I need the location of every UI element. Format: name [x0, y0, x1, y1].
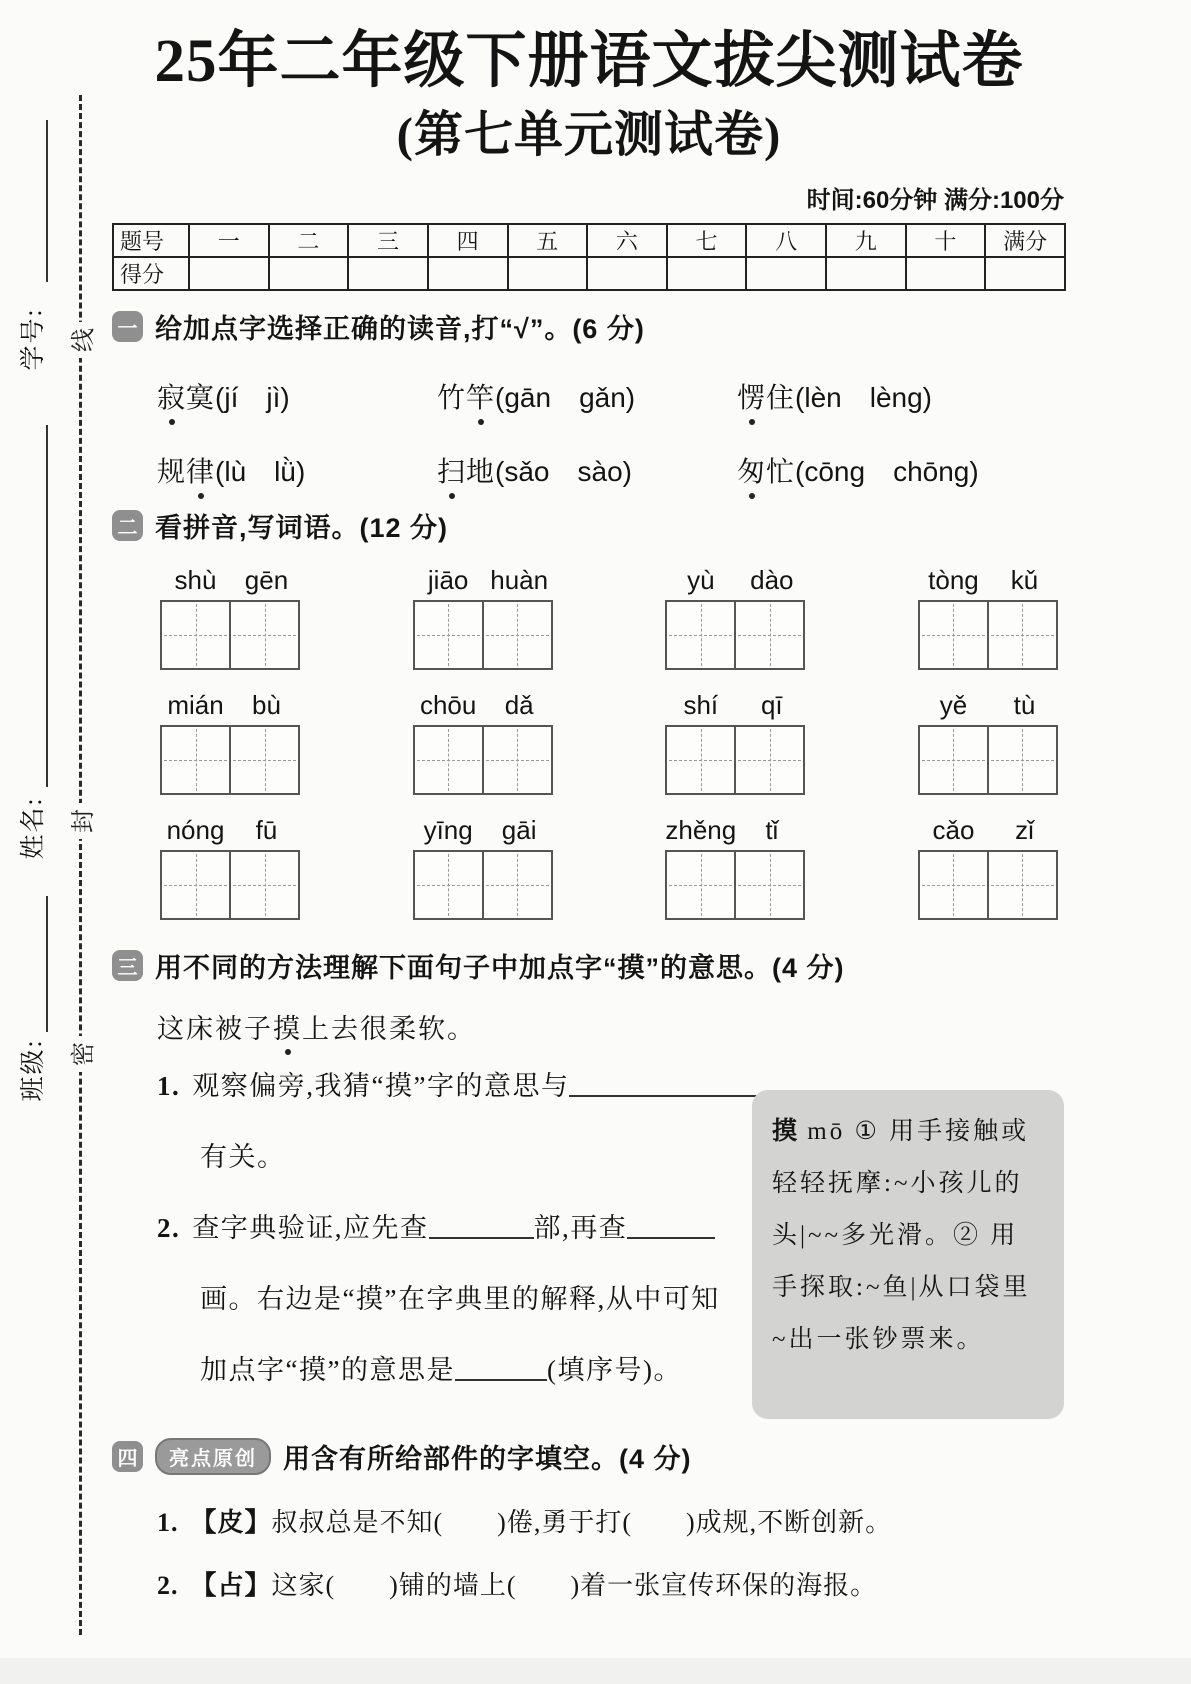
- section-1-title: 给加点字选择正确的读音,打“√”。(6 分): [155, 314, 645, 345]
- score-header-cell: 二: [269, 224, 349, 257]
- writing-cell: [160, 690, 302, 795]
- pinyin-options: (lèn lèng): [795, 382, 932, 414]
- score-cell-empty: [826, 257, 906, 290]
- dotted-character: 愣: [737, 383, 767, 415]
- pinyin-syllable: zǐ: [1015, 815, 1034, 846]
- score-cell-empty: [348, 257, 428, 290]
- character: 地: [466, 457, 496, 489]
- character: 忙: [766, 457, 796, 489]
- score-header-cell: 一: [189, 224, 269, 257]
- dotted-character: 匆: [737, 457, 767, 489]
- score-header-cell: 八: [746, 224, 826, 257]
- score-cell-empty: [428, 257, 508, 290]
- dictionary-text: mō ① 用手接触或: [798, 1118, 1030, 1146]
- section-3-title: 用不同的方法理解下面句子中加点字“摸”的意思。(4 分): [155, 953, 845, 984]
- question-line: [200, 1348, 752, 1387]
- writing-cell: [665, 565, 807, 670]
- question-text: 加点字“摸”的意思是: [200, 1355, 455, 1386]
- writing-cell: [665, 690, 807, 795]
- section-2-header: [112, 506, 1066, 545]
- pinyin-syllable: huàn: [490, 565, 549, 596]
- class-fill-line: [46, 896, 48, 1032]
- pinyin-syllable: nóng: [166, 815, 225, 846]
- pinyin-syllable: gāi: [501, 815, 537, 846]
- question-text: (填序号)。: [546, 1355, 682, 1386]
- student-id-label: 学号:: [20, 307, 47, 371]
- question-line: [157, 1206, 752, 1245]
- writing-cell: [918, 815, 1060, 920]
- character: 规: [157, 457, 187, 489]
- question-text: 观察偏旁,我猜“摸”字的意思与: [192, 1071, 570, 1102]
- score-header-cell: 题号: [113, 224, 189, 257]
- score-table: [112, 223, 1066, 291]
- pinyin-syllable: jiāo: [427, 565, 469, 596]
- name-label: 姓名:: [20, 796, 47, 860]
- question-text: 叔叔总是不知( )倦,勇于打( )成规,不断创新。: [271, 1508, 893, 1538]
- class-label: 班级:: [20, 1038, 47, 1102]
- seal-char-xian: 线: [62, 322, 98, 358]
- dotted-character: 摸: [273, 1014, 302, 1045]
- writing-grid-boxes: [413, 850, 553, 920]
- writing-row: [160, 565, 1060, 670]
- pinyin-syllable: tòng: [928, 565, 979, 596]
- writing-cell: [160, 565, 302, 670]
- pinyin-syllable: chōu: [419, 690, 477, 721]
- writing-cell: [413, 815, 555, 920]
- section-number-badge: 一: [112, 311, 143, 342]
- pinyin-choice-grid: [157, 376, 1066, 490]
- pinyin-syllable: cǎo: [932, 815, 975, 846]
- pinyin-options: (lù lǜ): [215, 456, 306, 488]
- dictionary-line: 手探取:~鱼|从口袋里: [772, 1274, 1031, 1302]
- pinyin-choice-item: [437, 376, 737, 416]
- writing-cell: [413, 565, 555, 670]
- writing-grid-boxes: [160, 725, 300, 795]
- pinyin-options: (cōng chōng): [795, 456, 979, 488]
- score-cell-empty: [667, 257, 747, 290]
- writing-cell: [160, 815, 302, 920]
- page-bottom-edge: [0, 1658, 1191, 1684]
- writing-cell: [918, 690, 1060, 795]
- pinyin-syllable: dào: [750, 565, 794, 596]
- question-number: 1.: [157, 1508, 179, 1538]
- section-3-header: [112, 946, 1066, 985]
- example-sentence: [157, 1007, 1066, 1046]
- pinyin-options: (gān gǎn): [495, 382, 636, 414]
- pinyin-syllable: zhěng: [665, 815, 737, 846]
- score-header-cell: 三: [348, 224, 428, 257]
- section-number-badge: 四: [112, 1441, 143, 1472]
- pinyin-syllable: bù: [252, 690, 281, 721]
- writing-grid-boxes: [918, 725, 1058, 795]
- question-line: [157, 1064, 752, 1103]
- fill-character-item: [157, 1565, 1066, 1602]
- time-score-info: 时间:60分钟 满分:100分: [806, 187, 1064, 215]
- section-4-title: 用含有所给部件的字填空。(4 分): [283, 1444, 692, 1475]
- score-header-cell: 九: [826, 224, 906, 257]
- pinyin-syllable: tǐ: [765, 815, 779, 846]
- score-table-header-row: [113, 224, 1065, 257]
- pinyin-syllable: qī: [760, 690, 783, 721]
- score-table-score-row: [113, 257, 1065, 290]
- question-number: 1.: [157, 1071, 181, 1102]
- pinyin-syllable: fū: [255, 815, 278, 846]
- question-number: 2.: [157, 1213, 181, 1244]
- sentence-text: 上去很柔软。: [302, 1014, 476, 1045]
- component-tag: 【皮】: [190, 1508, 272, 1538]
- seal-char-feng: 封: [62, 803, 98, 839]
- character: 住: [766, 383, 796, 415]
- score-header-cell: 五: [508, 224, 588, 257]
- score-cell-empty: [985, 257, 1065, 290]
- writing-grid-boxes: [413, 725, 553, 795]
- dotted-character: 寂: [157, 383, 187, 415]
- writing-row: [160, 815, 1060, 920]
- pinyin-options: (jí jì): [215, 382, 290, 414]
- pinyin-choice-item: [437, 450, 737, 490]
- fill-blank: [455, 1359, 547, 1381]
- score-cell-empty: [189, 257, 269, 290]
- score-header-cell: 满分: [985, 224, 1065, 257]
- section-3-questions: [112, 1064, 752, 1419]
- writing-row: [160, 690, 1060, 795]
- paper-subtitle: (第七单元测试卷): [396, 107, 782, 163]
- pinyin-options: (sǎo sào): [495, 456, 632, 488]
- question-text: 有关。: [200, 1142, 286, 1173]
- writing-grid-boxes: [413, 600, 553, 670]
- writing-grid-boxes: [918, 850, 1058, 920]
- writing-grid-boxes: [665, 850, 805, 920]
- writing-grid-boxes: [160, 850, 300, 920]
- writing-grid-boxes: [160, 600, 300, 670]
- question-text: 查字典验证,应先查: [192, 1213, 429, 1244]
- score-header-cell: 四: [428, 224, 508, 257]
- writing-cell: [413, 690, 555, 795]
- question-text: 这家( )铺的墙上( )着一张宣传环保的海报。: [271, 1571, 878, 1601]
- question-line: [200, 1135, 752, 1174]
- writing-grid-boxes: [918, 600, 1058, 670]
- dictionary-line: 头|~~多光滑。② 用: [772, 1222, 1019, 1250]
- writing-cell: [665, 815, 807, 920]
- score-cell-empty: [587, 257, 667, 290]
- question-line: [200, 1277, 752, 1316]
- student-id-fill-line: [46, 120, 48, 282]
- section-number-badge: 二: [112, 510, 143, 541]
- pinyin-choice-item: [737, 376, 1066, 416]
- section-number-badge: 三: [112, 950, 143, 981]
- pinyin-syllable: shù: [174, 565, 217, 596]
- pinyin-syllable: yù: [687, 565, 715, 596]
- sentence-text: 这床被子: [157, 1014, 273, 1045]
- paper-title: 25年二年级下册语文拔尖测试卷: [154, 28, 1024, 95]
- writing-grid-boxes: [665, 600, 805, 670]
- dotted-character: 律: [186, 457, 216, 489]
- score-row-label: 得分: [113, 257, 189, 290]
- section-4-header: [112, 1437, 1066, 1476]
- dictionary-entry-box: [752, 1090, 1064, 1419]
- score-cell-empty: [508, 257, 588, 290]
- pinyin-syllable: yīng: [423, 815, 473, 846]
- pinyin-syllable: shí: [683, 690, 719, 721]
- pinyin-choice-item: [737, 450, 1066, 490]
- fill-blank: [627, 1217, 715, 1239]
- score-cell-empty: [269, 257, 349, 290]
- section-3-body: [112, 1064, 1066, 1419]
- pinyin-syllable: yě: [939, 690, 968, 721]
- pinyin-choice-item: [157, 450, 437, 490]
- component-tag: 【占】: [190, 1571, 272, 1601]
- question-text: 部,再查: [533, 1213, 628, 1244]
- pinyin-syllable: mián: [167, 690, 224, 721]
- dotted-character: 竿: [466, 383, 496, 415]
- pinyin-syllable: dǎ: [504, 690, 534, 721]
- dictionary-line: 轻轻抚摩:~小孩儿的: [772, 1170, 1023, 1198]
- question-number: 2.: [157, 1571, 179, 1601]
- dotted-character: 扫: [437, 457, 467, 489]
- score-header-cell: 十: [906, 224, 986, 257]
- pinyin-syllable: tù: [1013, 690, 1036, 721]
- fill-character-item: [157, 1502, 1066, 1539]
- fill-blank: [429, 1217, 534, 1239]
- pinyin-syllable: kǔ: [1010, 565, 1039, 596]
- seal-char-mi: 密: [62, 1036, 98, 1072]
- score-header-cell: 七: [667, 224, 747, 257]
- original-highlight-badge: 亮点原创: [155, 1438, 271, 1475]
- name-fill-line: [46, 425, 48, 787]
- writing-cell: [918, 565, 1060, 670]
- question-text: 画。右边是“摸”在字典里的解释,从中可知: [200, 1284, 720, 1315]
- score-cell-empty: [746, 257, 826, 290]
- section-2-title: 看拼音,写词语。(12 分): [155, 513, 449, 544]
- score-header-cell: 六: [587, 224, 667, 257]
- dictionary-headword: 摸: [772, 1118, 799, 1146]
- section-1-header: [112, 307, 1066, 346]
- pinyin-choice-item: [157, 376, 437, 416]
- character: 竹: [437, 383, 467, 415]
- character: 寞: [186, 383, 216, 415]
- dictionary-line: [772, 1106, 1046, 1158]
- score-cell-empty: [906, 257, 986, 290]
- dictionary-line: ~出一张钞票来。: [772, 1326, 985, 1354]
- writing-grid-boxes: [665, 725, 805, 795]
- pinyin-syllable: gēn: [244, 565, 289, 596]
